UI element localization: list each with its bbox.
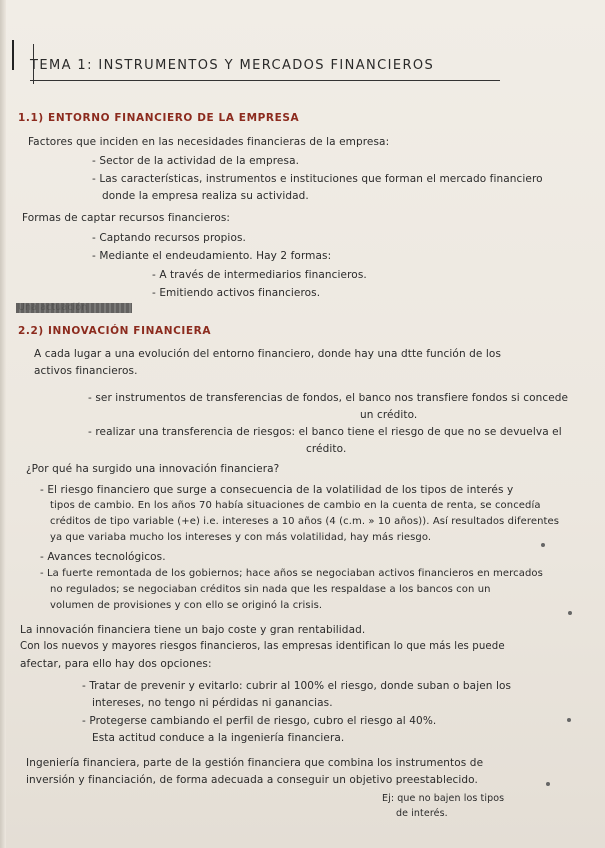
s1-item: - Mediante el endeudamiento. Hay 2 formas: (92, 250, 332, 262)
s2-paragraph: A cada lugar a una evolución del entorno financiero, donde hay una dtte función de los (34, 348, 502, 360)
why-line: - La fuerte remontada de los gobiernos; hace años se negociaban activos financieros en mercados (40, 568, 543, 579)
side-note: Ej: que no bajen los tipos (382, 793, 505, 804)
s2-paragraph: Con los nuevos y mayores riesgos financieros, las empresas identifican lo que más les puede (20, 641, 505, 652)
option-line: - Protegerse cambiando el perfil de riesgo, cubro el riesgo al 40%. (82, 715, 437, 727)
section-1-heading: 1.1) ENTORNO FINANCIERO DE LA EMPRESA (18, 112, 300, 124)
s2-paragraph: afectar, para ello hay dos opciones: (20, 658, 212, 670)
ink-dot (568, 611, 572, 615)
ink-dot (546, 782, 550, 786)
why-line: - Avances tecnológicos. (40, 551, 166, 563)
option-line: Esta actitud conduce a la ingeniería financiera. (92, 732, 345, 744)
s1-subitem: - A través de intermediarios financieros. (152, 269, 367, 281)
s2-bullet: crédito. (306, 443, 347, 455)
why-line: no regulados; se negociaban créditos sin nada que les respaldase a los bancos con un (50, 584, 491, 595)
option-line: - Tratar de prevenir y evitarlo: cubrir al 100% el riesgo, donde suban o bajen los (82, 680, 512, 692)
why-line: ya que variaba mucho los intereses y con más volatilidad, hay más riesgo. (50, 532, 432, 543)
s1-item: - Las características, instrumentos e instituciones que forman el mercado financiero (92, 173, 543, 185)
s2-bullet: - realizar una transferencia de riesgos: el banco tiene el riesgo de que no se devuelva el (88, 426, 562, 438)
s2-paragraph: La innovación financiera tiene un bajo coste y gran rentabilidad. (20, 624, 366, 636)
s1-item: donde la empresa realiza su actividad. (102, 190, 309, 202)
why-line: tipos de cambio. En los años 70 había situaciones de cambio en la cuenta de renta, se concedía (50, 500, 541, 511)
page-title: TEMA 1: INSTRUMENTOS Y MERCADOS FINANCIEROS (30, 58, 435, 73)
s1-paragraph: Factores que inciden en las necesidades financieras de la empresa: (28, 136, 390, 148)
section-2-heading: 2.2) INNOVACIÓN FINANCIERA (18, 325, 212, 337)
s1-subitem: - Emitiendo activos financieros. (152, 287, 321, 299)
s2-bullet: - ser instrumentos de transferencias de fondos, el banco nos transfiere fondos si concede (88, 392, 569, 404)
side-note: de interés. (396, 808, 448, 819)
s1-item: - Captando recursos propios. (92, 232, 246, 244)
struck-text: Una actuación (18, 302, 88, 313)
s2-bullet: un crédito. (360, 409, 418, 421)
ink-dot (567, 718, 571, 722)
option-line: intereses, no tengo ni pérdidas ni ganancias. (92, 697, 333, 709)
s1-item: - Sector de la actividad de la empresa. (92, 155, 300, 167)
s2-paragraph: activos financieros. (34, 365, 138, 377)
title-underline (30, 80, 500, 81)
ink-dot (541, 543, 545, 547)
definition-line: inversión y financiación, de forma adecuada a conseguir un objetivo preestablecido. (26, 774, 478, 786)
why-line: créditos de tipo variable (+e) i.e. intereses a 10 años (4 (c.m. » 10 años)). Así resultados diferentes (50, 516, 560, 527)
definition-line: Ingeniería financiera, parte de la gestión financiera que combina los instrumentos de (26, 757, 484, 769)
s2-question: ¿Por qué ha surgido una innovación financiera? (26, 463, 280, 475)
s1-paragraph: Formas de captar recursos financieros: (22, 212, 231, 224)
why-line: volumen de provisiones y con ello se originó la crisis. (50, 600, 323, 611)
margin-mark (12, 40, 14, 70)
why-line: - El riesgo financiero que surge a consecuencia de la volatilidad de los tipos de interés y (40, 484, 514, 496)
page-edge-shadow (0, 0, 6, 848)
